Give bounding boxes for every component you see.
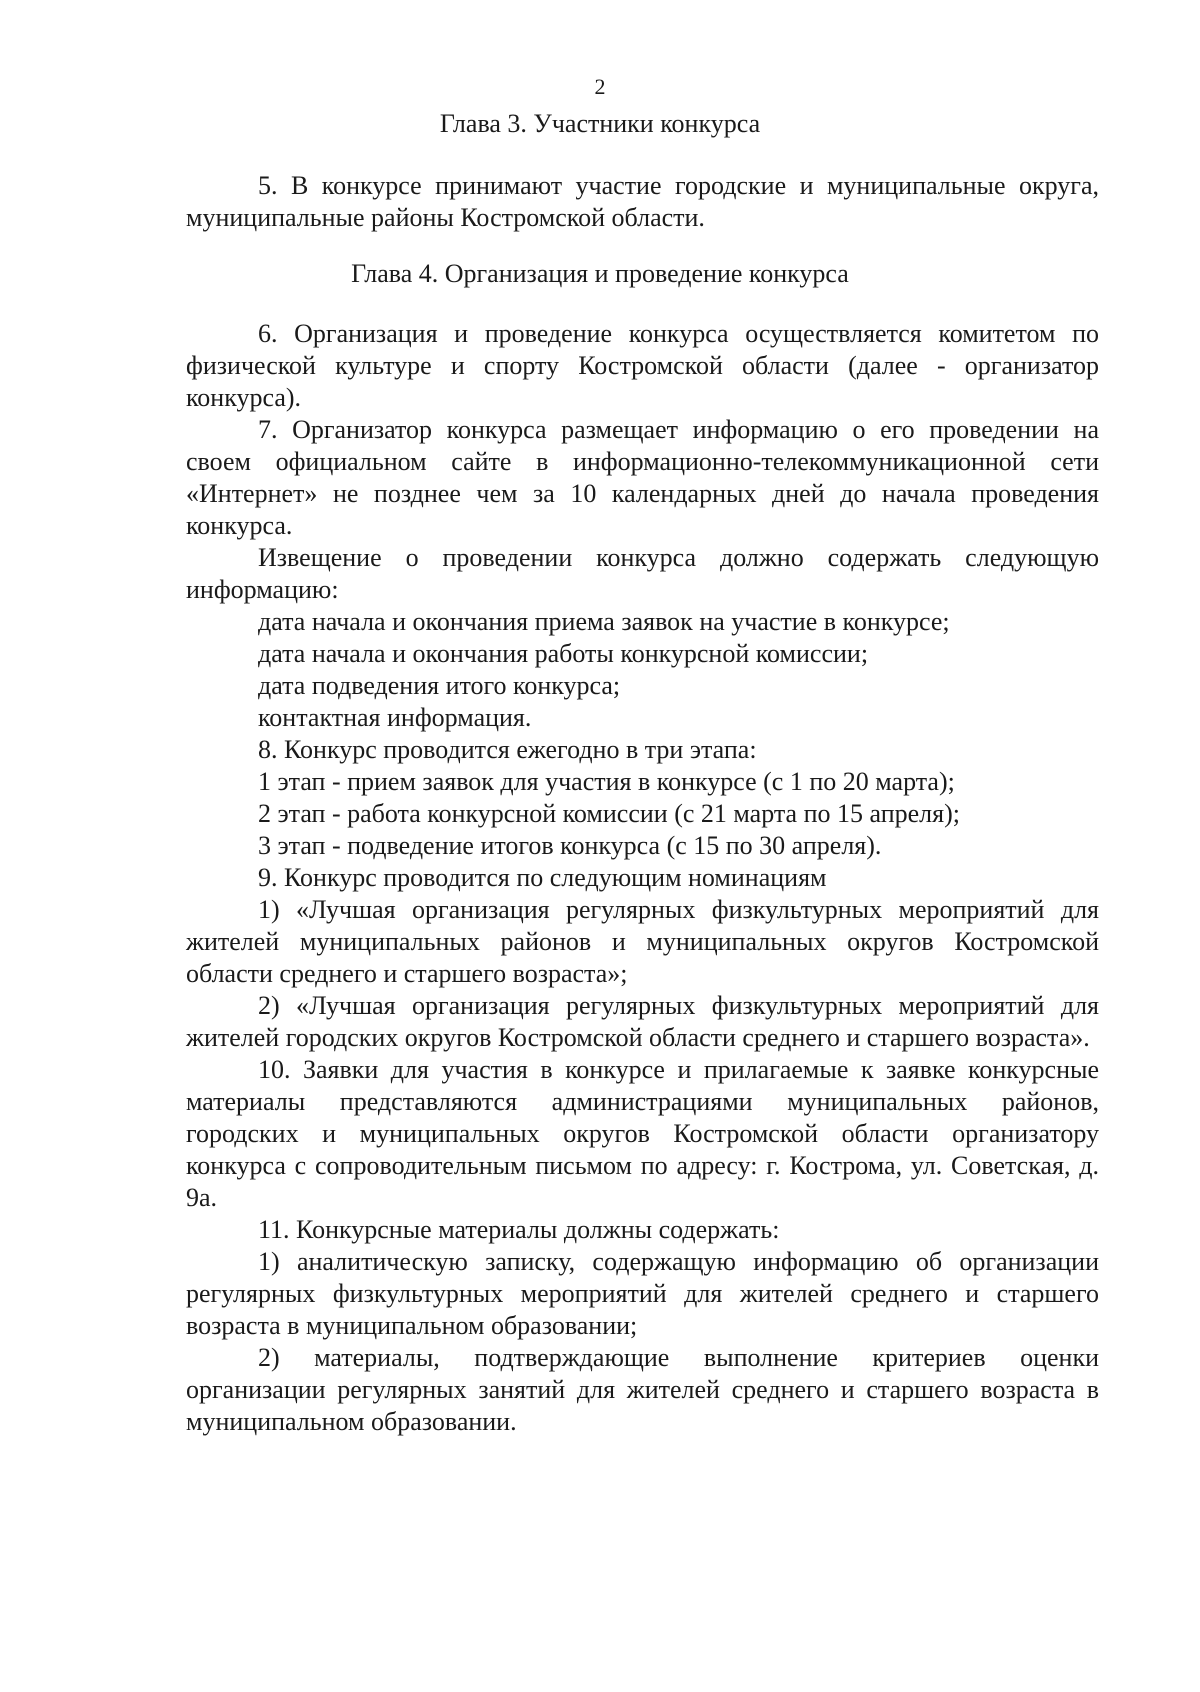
chapter-3-heading: Глава 3. Участники конкурса <box>439 109 761 138</box>
paragraph-11: 11. Конкурсные материалы должны содержать: <box>258 1215 780 1244</box>
chapter-4-body <box>186 318 1099 1438</box>
material-item-2: 2) материалы, подтверждающие выполнение критериев оценки организации регулярных занятий для жителей среднего и старшего возраста в муниципальном образовании. <box>186 1343 1099 1436</box>
paragraph-8: 8. Конкурс проводится ежегодно в три этапа: <box>258 735 757 764</box>
material-item-1: 1) аналитическую записку, содержащую информацию об организации регулярных физкультурных мероприятий для жителей среднего и старшего возраста в муниципальном образовании; <box>186 1247 1099 1340</box>
paragraph-9: 9. Конкурс проводится по следующим номинациям <box>258 863 827 892</box>
paragraph-5: 5. В конкурсе принимают участие городские и муниципальные округа, муниципальные районы Костромской области. <box>186 171 1099 232</box>
notice-item: дата подведения итого конкурса; <box>258 671 621 700</box>
page-number: 2 <box>594 74 606 99</box>
stage-item: 1 этап - прием заявок для участия в конкурсе (с 1 по 20 марта); <box>258 767 955 796</box>
stage-item: 3 этап - подведение итогов конкурса (с 15 по 30 апреля). <box>258 831 882 860</box>
nomination-1: 1) «Лучшая организация регулярных физкультурных мероприятий для жителей муниципальных районов и муниципальных округов Костромской области среднего и старшего возраста»; <box>186 895 1099 988</box>
nomination-2: 2) «Лучшая организация регулярных физкультурных мероприятий для жителей городских округов Костромской области среднего и старшего возраста». <box>186 991 1099 1052</box>
notice-item: дата начала и окончания приема заявок на участие в конкурсе; <box>258 607 950 636</box>
notice-item: дата начала и окончания работы конкурсной комиссии; <box>258 639 869 668</box>
chapter-4-heading: Глава 4. Организация и проведение конкурса <box>351 259 849 288</box>
stage-item: 2 этап - работа конкурсной комиссии (с 21 марта по 15 апреля); <box>258 799 960 828</box>
paragraph-7: 7. Организатор конкурса размещает информацию о его проведении на своем официальном сайте в информационно-телекоммуникационной сети «Интернет» не позднее чем за 10 календарных дней до начала проведения конкурса. <box>186 415 1099 540</box>
chapter-3-body <box>186 170 1099 234</box>
paragraph-6: 6. Организация и проведение конкурса осуществляется комитетом по физической культуре и спорту Костромской области (далее - организатор конкурса). <box>186 319 1099 412</box>
notice-intro: Извещение о проведении конкурса должно содержать следующую информацию: <box>186 543 1099 604</box>
notice-item: контактная информация. <box>258 703 532 732</box>
paragraph-10: 10. Заявки для участия в конкурсе и прилагаемые к заявке конкурсные материалы представляются администрациями муниципальных районов, городских и муниципальных округов Костромской области организатору конкурса с сопроводительным письмом по адресу: г. Кострома, ул. Советская, д. 9а. <box>186 1055 1099 1212</box>
